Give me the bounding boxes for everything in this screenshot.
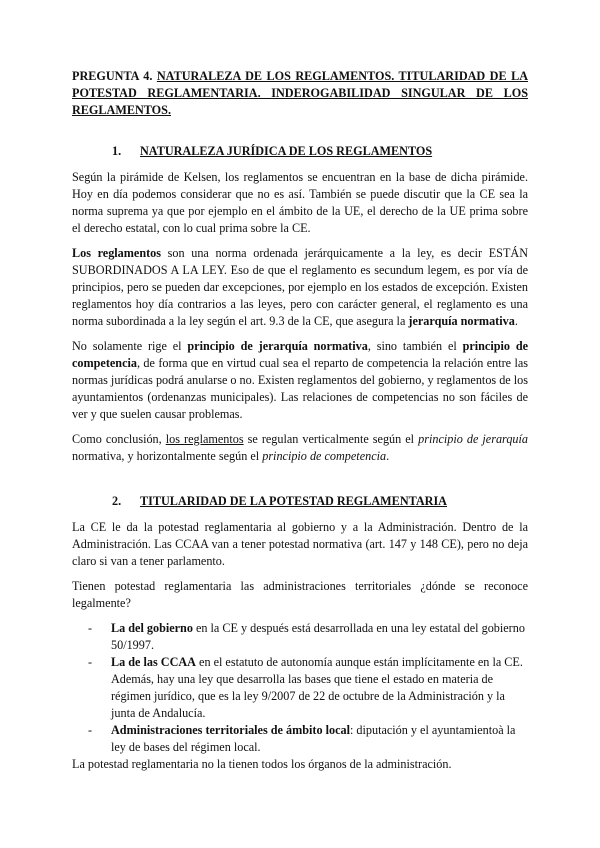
list-item-text: en el estatuto de autonomía aunque están implícitamente en la CE. Además, hay una ley que desarrolla las bases que tiene el estado en materia de régimen jurídico, que es la ley 9/2007 de 22 de octubre de la Administración y la junta de Andalucía. xyxy=(111,655,523,720)
administration-list xyxy=(72,620,528,756)
paragraph-text: Como conclusión, xyxy=(72,432,166,446)
paragraph-text: normativa, y horizontalmente según el xyxy=(72,449,263,463)
list-item xyxy=(88,722,528,756)
paragraph-text: , sino también el xyxy=(367,339,463,353)
section-2-paragraph-1: La CE le da la potestad reglamentaria al gobierno y a la Administración. Dentro de la Administración. Las CCAA van a tener potestad normativa (art. 147 y 148 CE), pero no deja claro si van a tener parlamento. xyxy=(72,520,528,568)
paragraph-text: . xyxy=(514,314,518,328)
section-2-paragraph-3: La potestad reglamentaria no la tienen todos los órganos de la administración. xyxy=(72,757,452,771)
section-1-paragraph-3 xyxy=(72,338,528,423)
list-item-bold: La del gobierno xyxy=(111,621,193,635)
section-1-paragraph-2 xyxy=(72,245,528,330)
section-2-title: TITULARIDAD DE LA POTESTAD REGLAMENTARIA xyxy=(140,494,447,508)
section-2-paragraph-2: Tienen potestad reglamentaria las administraciones territoriales ¿dónde se reconoce legalmente? xyxy=(72,579,528,610)
section-1-number: 1. xyxy=(112,144,122,158)
bold-term: principio de competencia xyxy=(72,339,529,370)
underlined-term: los reglamentos xyxy=(165,432,244,446)
list-item xyxy=(88,654,528,722)
title-prefix: PREGUNTA 4. xyxy=(72,69,157,83)
dash-bullet: - xyxy=(88,655,93,669)
section-1-paragraph-4 xyxy=(72,431,528,465)
section-1-paragraph-1: Según la pirámide de Kelsen, los reglamentos se encuentran en la base de dicha pirámide. Hoy en día podemos considerar que no es así. También se puede discutir que la CE sea la norma suprema ya que por ejemplo en el ámbito de la UE, el derecho de la UE prima sobre el derecho estatal, con lo cual prima sobre la CE. xyxy=(72,170,528,235)
section-2-heading xyxy=(72,493,528,510)
bold-term: principio de jerarquía normativa xyxy=(187,339,368,353)
section-1-title: NATURALEZA JURÍDICA DE LOS REGLAMENTOS xyxy=(140,144,433,158)
list-item-bold: Administraciones territoriales de ámbito local xyxy=(111,723,350,737)
italic-term: principio de jerarquía xyxy=(418,432,528,446)
list-item-bold: La de las CCAA xyxy=(111,655,196,669)
section-spacer xyxy=(72,473,528,493)
list-item-text: en la CE y después está desarrollada en una ley estatal del gobierno 50/1997. xyxy=(111,621,525,652)
paragraph-text: No solamente rige el xyxy=(72,339,188,353)
paragraph-text: . xyxy=(386,449,390,463)
paragraph-text: , de forma que en virtud cual sea el reparto de competencia la relación entre las normas jurídicas podrá anularse o no. Existen reglamentos del gobierno, y reglamentos de los ayuntamientos (ordenanzas municipales). Las relaciones de competencias no son fáciles de ver y que suelen causar problemas. xyxy=(72,356,528,421)
section-2-number: 2. xyxy=(112,494,122,508)
paragraph-text: son una norma ordenada jerárquicamente a la ley, es decir ESTÁN SUBORDINADOS A LA LEY. Eso de que el reglamento es secundum legem, es por vía de principios, pero se pueden dar excepciones, por ejemplo en los estados de excepción. Existen reglamentos hoy día contrarios a las leyes, pero con carácter general, el reglamento es una norma subordinada a la ley según el art. 9.3 de la CE, que asegura la xyxy=(72,246,528,328)
dash-bullet: - xyxy=(88,723,93,737)
title-text: NATURALEZA DE LOS REGLAMENTOS. TITULARIDAD DE LA POTESTAD REGLAMENTARIA. INDEROGABILIDAD SINGULAR DE LOS REGLAMENTOS. xyxy=(72,69,529,117)
italic-term: principio de competencia xyxy=(262,449,387,463)
bold-term: jerarquía normativa xyxy=(408,314,515,328)
page-title xyxy=(72,68,528,119)
bold-term: Los reglamentos xyxy=(72,246,162,260)
section-1-heading xyxy=(72,143,528,160)
dash-bullet: - xyxy=(88,621,93,635)
list-item-text: : diputación y el ayuntamientoà la ley de bases del régimen local. xyxy=(111,723,516,754)
paragraph-text: se regulan verticalmente según el xyxy=(243,432,419,446)
list-item xyxy=(88,620,528,654)
